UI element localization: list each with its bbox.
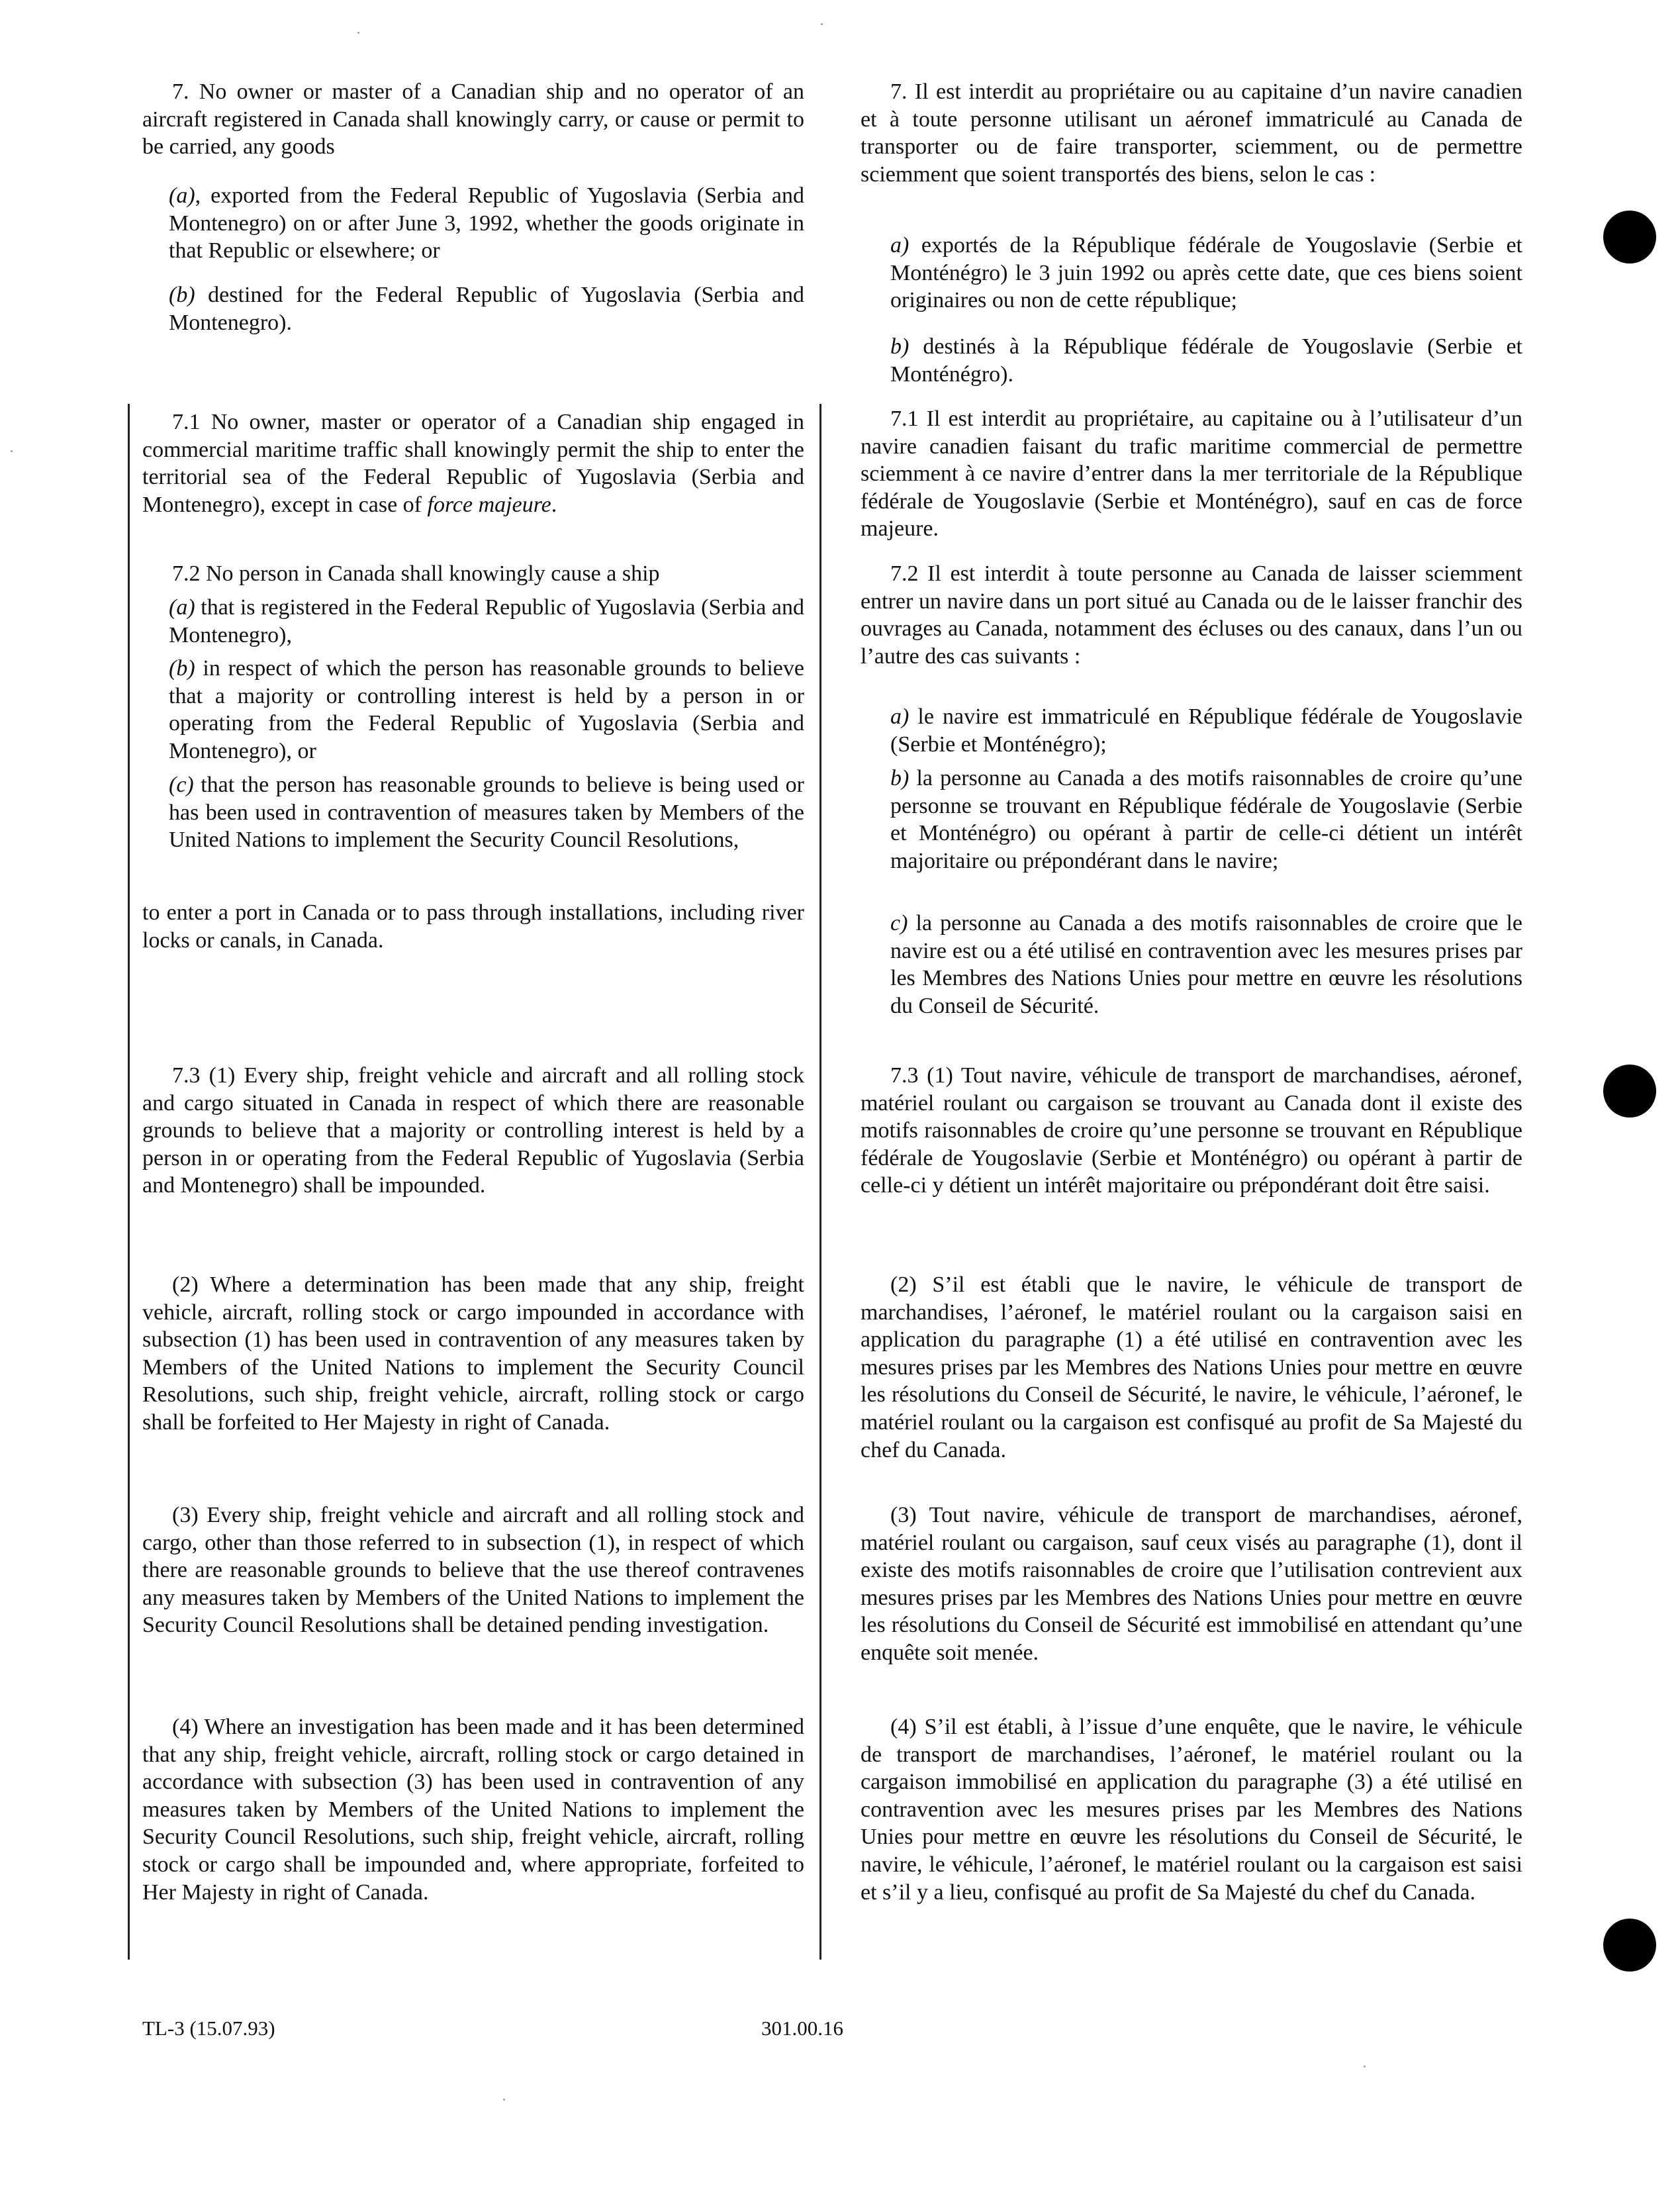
section-7-2-para-b-fr (861, 765, 1522, 875)
section-7-2-para-a (142, 594, 804, 649)
section-7-intro: 7. No owner or master of a Canadian ship and no operator of an aircraft registered in Canada shall knowingly carry, or cause or permit to be carried, any goods (142, 79, 804, 160)
section-7-3-1-fr: 7.3 (1) Tout navire, véhicule de transport de marchandises, aéronef, matériel roulant ou cargaison se trouvant au Canada dont il existe des motifs raisonnables de croire qu’une personne se trouvant en République fédérale de Yougoslavie (Serbie et Monténégro) ou opérant à partir de celle-ci y détient un intérêt majoritaire ou prépondérant doit être saisi. (861, 1063, 1522, 1198)
change-bar-center (819, 404, 821, 1960)
section-7-2-para-a-fr (861, 703, 1522, 758)
para-label: b) (890, 334, 910, 359)
para-label: c) (890, 911, 908, 935)
section-7-3-2-fr: (2) S’il est établi que le navire, le véhicule de transport de marchandises, l’aéronef, le matériel roulant ou la cargaison saisi en application du paragraphe (1) a été utilisé en contravention avec les mesures prises par les Membres des Nations Unies pour mettre en œuvre les résolutions du Conseil de Sécurité, le navire, le véhicule, l’aéronef, le matériel roulant ou la cargaison est confisqué au profit de Sa Majesté du chef du Canada. (861, 1272, 1522, 1462)
para-text: , exported from the Federal Republic of Yugoslavia (Serbia and Montenegro) on or after June 3, 1992, whether the goods originate in that Republic or elsewhere; or (169, 183, 804, 263)
para-text: that the person has reasonable grounds to believe is being used or has been used in contravention of measures taken by Members of the United Nations to implement the Security Council Resolutions, (169, 773, 804, 853)
scan-speck (821, 23, 823, 25)
section-7-2-intro: 7.2 No person in Canada shall knowingly cause a ship (172, 561, 660, 586)
section-7-para-a (142, 182, 804, 265)
section-7-2-intro-fr: 7.2 Il est interdit à toute personne au Canada de laisser sciemment entrer un navire dans un port situé au Canada ou de le laisser franchir des ouvrages au Canada, notamment des écluses ou des canaux, dans l’un ou l’autre des cas suivants : (861, 561, 1522, 669)
section-7-3-2: (2) Where a determination has been made that any ship, freight vehicle, aircraft, rolling stock or cargo impounded in accordance with subsection (1) has been used in contravention of any measures taken by Members of the United Nations to implement the Security Council Resolutions, such ship, freight vehicle, aircraft, rolling stock or cargo shall be forfeited to Her Majesty in right of Canada. (142, 1272, 804, 1435)
para-text: in respect of which the person has reasonable grounds to believe that a majority or controlling interest is held by a person in or operating from the Federal Republic of Yugoslavia (Serbia and Montenegro), or (169, 656, 804, 763)
para-label: (b) (169, 656, 195, 681)
para-text: le navire est immatriculé en République fédérale de Yougoslavie (Serbie et Monténégro); (890, 704, 1522, 757)
section-7-3-4: (4) Where an investigation has been made and it has been determined that any ship, freight vehicle, aircraft, rolling stock or cargo detained in accordance with subsection (3) has been used in contravention of any measures taken by Members of the United Nations to implement the Security Council Resolutions, such ship, freight vehicle, aircraft, rolling stock or cargo shall be impounded and, where appropriate, forfeited to Her Majesty in right of Canada. (142, 1715, 804, 1905)
para-label: a) (890, 704, 910, 729)
section-7-intro-fr: 7. Il est interdit au propriétaire ou au capitaine d’un navire canadien et à toute personne utilisant un aéronef immatriculé au Canada de transporter ou de faire transporter, sciemment, ou de permettre sciemment que soient transportés des biens, selon le cas : (861, 79, 1522, 187)
section-7-para-b-fr (861, 333, 1522, 388)
scan-speck (503, 2099, 505, 2101)
para-text: that is registered in the Federal Republic of Yugoslavia (Serbia and Montenegro), (169, 595, 804, 647)
para-text: exportés de la République fédérale de Yougoslavie (Serbie et Monténégro) le 3 juin 1992 ou après cette date, que ces biens soient originaires ou non de cette république; (890, 233, 1522, 313)
para-label: (c) (169, 773, 194, 797)
scan-speck (357, 32, 359, 34)
para-text: la personne au Canada a des motifs raisonnables de croire qu’une personne se trouvant en République fédérale de Yougoslavie (Serbie et Monténégro) ou opérant à partir de celle-ci détient un intérêt majoritaire ou prépondérant dans le navire; (890, 766, 1522, 873)
section-7-2-para-c-fr (861, 910, 1522, 1020)
para-label: (b) (169, 283, 195, 307)
section-7-2-closing: to enter a port in Canada or to pass through installations, including river locks or canals, in Canada. (142, 900, 804, 953)
para-label: a) (890, 233, 910, 258)
section-7-3-3: (3) Every ship, freight vehicle and aircraft and all rolling stock and cargo, other than those referred to in subsection (1), in respect of which there are reasonable grounds to believe that the use thereof contravenes any measures taken by Members of the United Nations to implement the Security Council Resolutions shall be detained pending investigation. (142, 1503, 804, 1638)
section-7-2-para-c (142, 771, 804, 854)
section-7-1-end: . (551, 492, 557, 517)
para-label: (a) (169, 183, 195, 208)
section-7-3-4-fr: (4) S’il est établi, à l’issue d’une enquête, que le navire, le véhicule de transport de marchandises, l’aéronef, le matériel roulant ou la cargaison immobilisé en application du paragraphe (3) a été utilisé en contravention avec les mesures prises par les Membres des Nations Unies pour mettre en œuvre les résolutions du Conseil de Sécurité, le navire, le véhicule, l’aéronef, le matériel roulant ou la cargaison est saisi et s’il y a lieu, confisqué au profit de Sa Majesté du chef du Canada. (861, 1715, 1522, 1905)
section-7-1-fr: 7.1 Il est interdit au propriétaire, au capitaine ou à l’utilisateur d’un navire canadien faisant du trafic maritime commercial de permettre sciemment à ce navire d’entrer dans la mer territoriale de la République fédérale de Yougoslavie (Serbie et Monténégro), sauf en cas de force majeure. (861, 406, 1522, 542)
footer-doc-id: TL-3 (15.07.93) (142, 2017, 275, 2040)
section-7-1 (142, 408, 804, 518)
para-label: (a) (169, 595, 195, 620)
footer-page-number: 301.00.16 (761, 2017, 843, 2040)
section-7-1-text: 7.1 No owner, master or operator of a Canadian ship engaged in commercial maritime traffic shall knowingly permit the ship to enter the territorial sea of the Federal Republic of Yugoslavia (Serbia and Montenegro), except in case of (142, 410, 804, 517)
punch-hole-middle (1603, 1065, 1656, 1118)
section-7-1-italic: force majeure (427, 492, 551, 517)
section-7-3-1: 7.3 (1) Every ship, freight vehicle and aircraft and all rolling stock and cargo situated in Canada in respect of which there are reasonable grounds to believe that a majority or controlling interest is held by a person in or operating from the Federal Republic of Yugoslavia (Serbia and Montenegro) shall be impounded. (142, 1063, 804, 1198)
para-text: la personne au Canada a des motifs raisonnables de croire que le navire est ou a été utilisé en contravention avec les mesures prises par les Membres des Nations Unies pour mettre en œuvre les résolutions du Conseil de Sécurité. (890, 911, 1522, 1018)
section-7-para-b (142, 281, 804, 336)
para-text: destined for the Federal Republic of Yugoslavia (Serbia and Montenegro). (169, 283, 804, 335)
para-label: b) (890, 766, 910, 790)
section-7-2-para-b (142, 655, 804, 765)
punch-hole-bottom (1603, 1919, 1656, 1972)
scan-speck (1364, 2066, 1366, 2068)
punch-hole-top (1603, 211, 1656, 263)
para-text: destinés à la République fédérale de Yougoslavie (Serbie et Monténégro). (890, 334, 1522, 387)
section-7-3-3-fr: (3) Tout navire, véhicule de transport de marchandises, aéronef, matériel roulant ou cargaison, sauf ceux visés au paragraphe (1), dont il existe des motifs raisonnables de croire que l’utilisation contrevient aux mesures prises par les Membres des Nations Unies pour mettre en œuvre les résolutions du Conseil de Sécurité est immobilisé en attendant qu’une enquête soit menée. (861, 1503, 1522, 1665)
change-bar-left (128, 404, 130, 1960)
scan-speck (11, 450, 13, 452)
section-7-para-a-fr (861, 232, 1522, 314)
